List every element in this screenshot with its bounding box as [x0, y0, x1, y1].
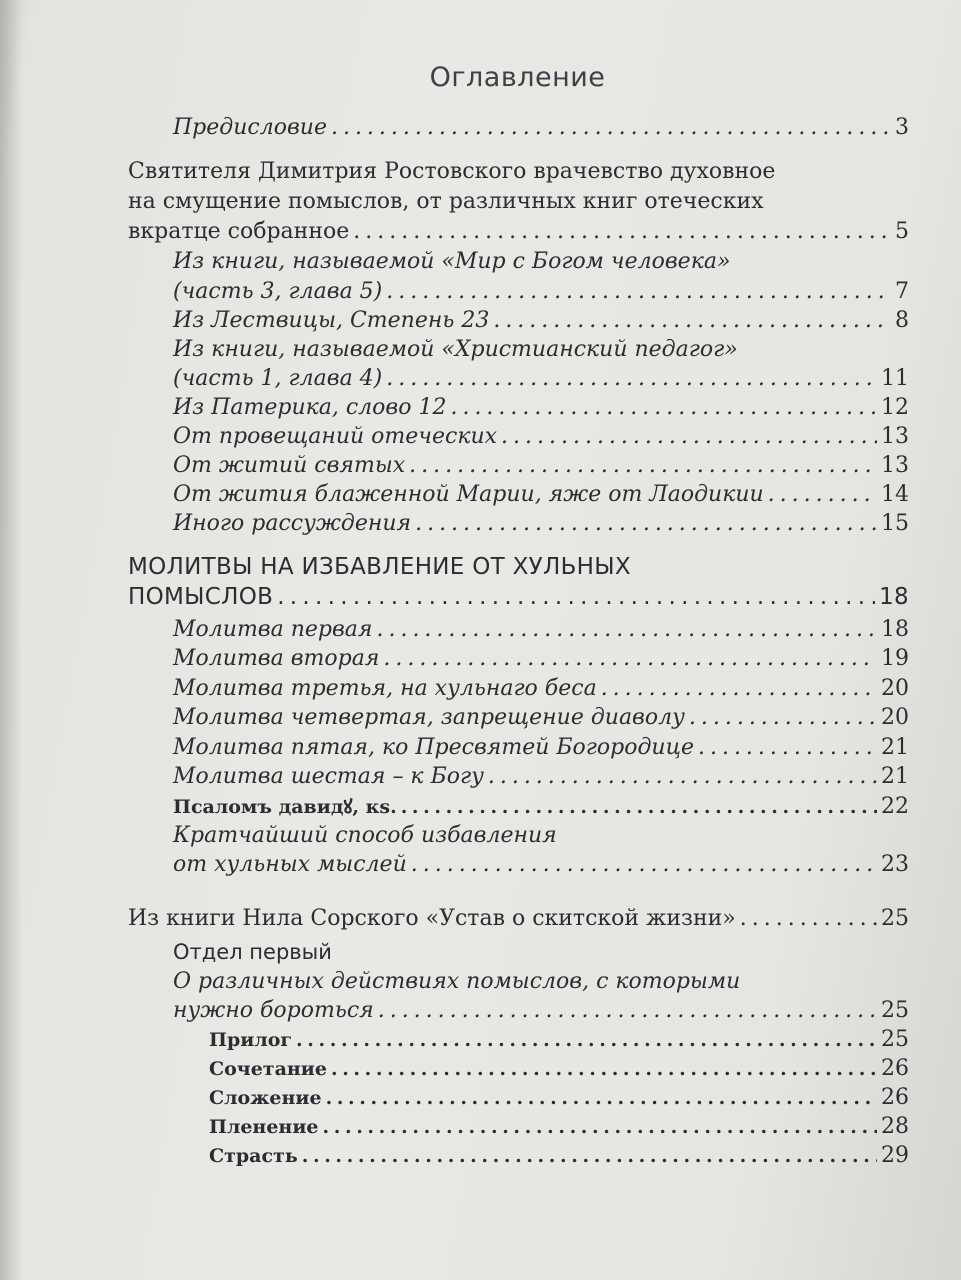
- dot-leader: [376, 615, 877, 645]
- toc-entry-text: Предисловие: [173, 115, 327, 140]
- dot-leader: [450, 393, 877, 423]
- toc-entry-inogo: [173, 509, 909, 539]
- dot-leader: [331, 1054, 877, 1084]
- dot-leader: [501, 422, 877, 452]
- toc-entry-borotsya: [173, 996, 909, 1026]
- toc-line: Из книги, называемой «Христианский педагог»: [173, 337, 738, 362]
- toc-entry-text: Сложение: [209, 1087, 322, 1109]
- toc-page-number: 26: [881, 1056, 909, 1081]
- toc-entry-slozhenie: [209, 1083, 909, 1113]
- toc-entry-text: Иного рассуждения: [173, 511, 412, 536]
- dot-leader: [698, 733, 877, 763]
- dot-leader: [386, 277, 891, 307]
- toc-page-number: 29: [881, 1143, 909, 1168]
- toc-entry-hrist: [173, 364, 909, 394]
- toc-page-number: 18: [879, 584, 909, 610]
- toc-entry-zhitiy: [173, 451, 909, 481]
- toc-entry-text: вкратце собранное: [128, 219, 350, 244]
- dot-leader: [409, 451, 877, 481]
- toc-entry-nil-sorsky: [128, 904, 909, 934]
- dot-leader: [323, 1112, 877, 1142]
- toc-entry-preface: [173, 113, 909, 143]
- toc-line: Кратчайший способ избавления: [173, 823, 557, 848]
- dot-leader: [378, 996, 877, 1026]
- toc-page-number: 13: [881, 453, 909, 478]
- toc-line: О различных действиях помыслов, с которыми: [173, 969, 741, 994]
- toc-page-number: 23: [881, 852, 909, 877]
- toc-entry-psalom: [173, 792, 909, 822]
- toc-entry-molitva-2: [173, 644, 909, 674]
- toc-entry-text: Страсть: [209, 1145, 298, 1167]
- toc-entry-molitvy: [128, 582, 909, 612]
- toc-entry-text: Прилог: [209, 1029, 293, 1051]
- toc-entry-proveshaniy: [173, 422, 909, 452]
- toc-entry-text: Пленение: [209, 1116, 319, 1138]
- dot-leader: [386, 364, 877, 394]
- toc-entry-text: Молитва первая: [173, 617, 373, 642]
- dot-leader: [601, 674, 877, 704]
- toc-entry-text: ПОМЫСЛОВ: [128, 584, 274, 610]
- toc-page-number: 11: [881, 366, 909, 391]
- dot-leader: [296, 1025, 877, 1055]
- toc-entry-molitva-4: [173, 703, 909, 733]
- toc-page-number: 20: [881, 705, 909, 730]
- dot-leader: [689, 703, 877, 733]
- toc-entry-strast: [209, 1141, 909, 1171]
- toc-entry-text: Молитва третья, на хульнаго беса: [173, 676, 597, 701]
- toc-page-number: 19: [881, 646, 909, 671]
- toc-line: Святителя Димитрия Ростовского врачевство духовное: [128, 159, 776, 184]
- toc-entry-text: От житий святых: [173, 453, 406, 478]
- toc-page-number: 28: [881, 1114, 909, 1139]
- toc-page-number: 21: [881, 735, 909, 760]
- toc-entry-mir: [173, 277, 909, 307]
- toc-entry-text: Из Патерика, слово 12: [173, 395, 447, 420]
- dot-leader: [401, 792, 877, 822]
- toc-entry-dmitry: [128, 217, 909, 247]
- toc-entry-paterik: [173, 393, 909, 423]
- toc-line: на смущение помыслов, от различных книг отеческих: [128, 189, 764, 214]
- toc-entry-text: Молитва вторая: [173, 646, 380, 671]
- toc-page-number: 18: [881, 617, 909, 642]
- toc-page-number: 25: [881, 906, 909, 931]
- dot-leader: [353, 217, 891, 247]
- dot-leader: [415, 509, 877, 539]
- toc-page-number: 15: [881, 511, 909, 536]
- toc-entry-text: От жития блаженной Марии, яже от Лаодикии: [173, 482, 764, 507]
- page-title: Оглавление: [429, 62, 606, 93]
- dot-leader: [768, 480, 877, 510]
- toc-entry-text: Молитва четвертая, запрещение диаволу: [173, 705, 685, 730]
- toc-page-number: 22: [881, 794, 909, 819]
- toc-entry-plenenie: [209, 1112, 909, 1142]
- dot-leader: [411, 850, 877, 880]
- toc-entry-molitva-1: [173, 615, 909, 645]
- toc-entry-text: Молитва пятая, ко Пресвятей Богородице: [173, 735, 694, 760]
- toc-entry-text: Псаломъ давидꙋ, кѕ.: [173, 796, 397, 818]
- dot-leader: [331, 113, 891, 143]
- toc-entry-prilog: [209, 1025, 909, 1055]
- toc-line: Отдел первый: [173, 940, 332, 964]
- toc-page-number: 25: [881, 998, 909, 1023]
- dot-leader: [326, 1083, 877, 1113]
- toc-line: Из книги, называемой «Мир с Богом человека»: [173, 249, 731, 274]
- dot-leader: [277, 582, 875, 612]
- toc-entry-molitva-5: [173, 733, 909, 763]
- toc-entry-text: нужно бороться: [173, 998, 374, 1023]
- toc-entry-text: (часть 3, глава 5): [173, 279, 383, 304]
- toc-entry-text: (часть 1, глава 4): [173, 366, 383, 391]
- toc-entry-kratchayshiy: [173, 850, 909, 880]
- toc-entry-text: От провещаний отеческих: [173, 424, 498, 449]
- toc-entry-text: Из Лествицы, Степень 23: [173, 308, 490, 333]
- toc-line: МОЛИТВЫ НА ИЗБАВЛЕНИЕ ОТ ХУЛЬНЫХ: [128, 554, 631, 580]
- toc-entry-sochetanie: [209, 1054, 909, 1084]
- toc-page-number: 8: [895, 308, 909, 333]
- toc-page-number: 14: [881, 482, 909, 507]
- toc-page-number: 7: [895, 279, 909, 304]
- toc-entry-molitva-6: [173, 762, 909, 792]
- dot-leader: [383, 644, 877, 674]
- toc-page-number: 12: [881, 395, 909, 420]
- toc-page-number: 13: [881, 424, 909, 449]
- toc-entry-text: Из книги Нила Сорского «Устав о скитской жизни»: [128, 906, 736, 931]
- toc-page-number: 5: [895, 219, 909, 244]
- dot-leader: [488, 762, 877, 792]
- dot-leader: [740, 904, 877, 934]
- toc-entry-molitva-3: [173, 674, 909, 704]
- toc-page-number: 21: [881, 764, 909, 789]
- toc-page-number: 26: [881, 1085, 909, 1110]
- toc-entry-text: Сочетание: [209, 1058, 327, 1080]
- toc-entry-lestvica: [173, 306, 909, 336]
- dot-leader: [493, 306, 891, 336]
- toc-entry-marii: [173, 480, 909, 510]
- toc-page-number: 25: [881, 1027, 909, 1052]
- toc-entry-text: от хульных мыслей: [173, 852, 407, 877]
- dot-leader: [302, 1141, 877, 1171]
- toc-entry-text: Молитва шестая – к Богу: [173, 764, 484, 789]
- toc-page-number: 20: [881, 676, 909, 701]
- toc-page-number: 3: [895, 115, 909, 140]
